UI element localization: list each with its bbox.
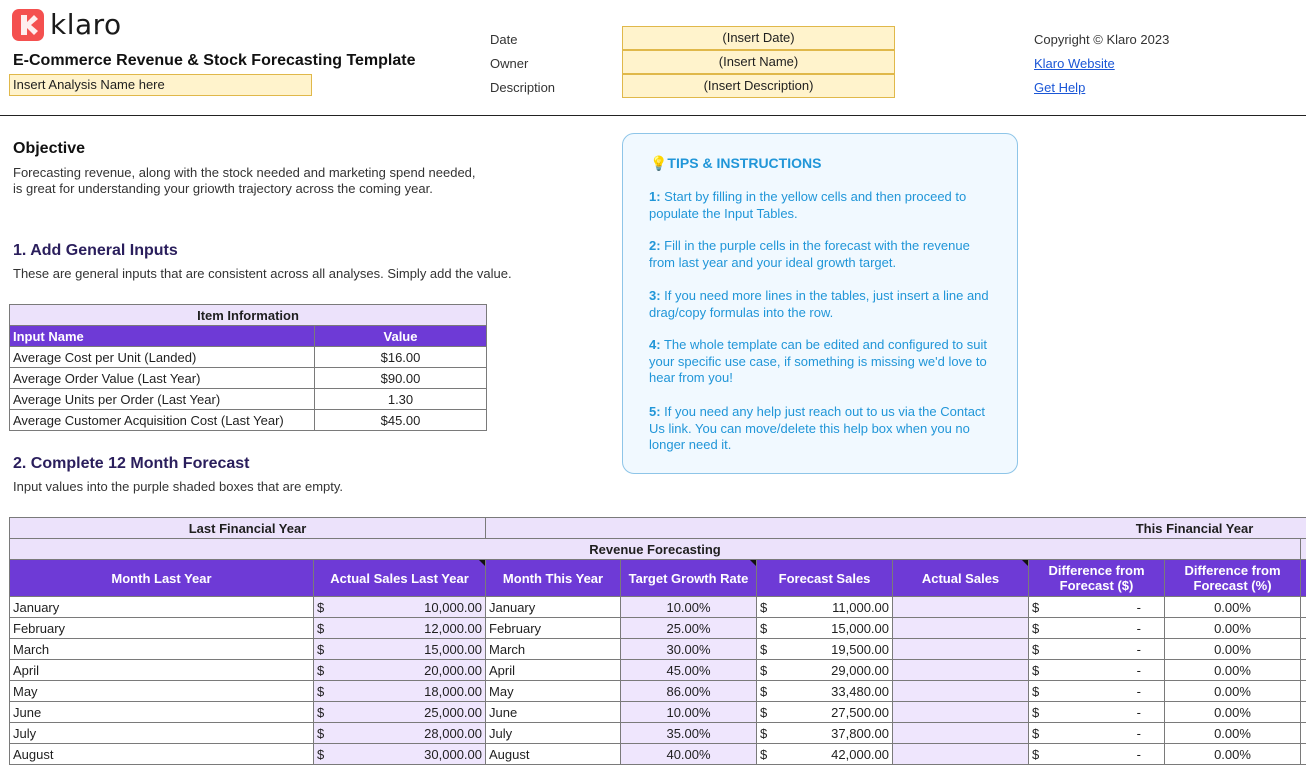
tip-item: 5: If you need any help just reach out to us via the Contact Us link. You can move/delete this help box when you no longer need it. bbox=[649, 404, 999, 454]
last-financial-year-header: Last Financial Year bbox=[10, 518, 486, 539]
actual-sales-cell[interactable] bbox=[893, 597, 1029, 618]
difference-percent-cell: 0.00% bbox=[1165, 618, 1301, 639]
owner-label: Owner bbox=[490, 56, 528, 71]
month-this-year-header: Month This Year bbox=[486, 560, 621, 597]
table-row bbox=[10, 618, 1306, 639]
forecast-sales-cell: $ 15,000.00 bbox=[757, 618, 893, 639]
table-row bbox=[10, 723, 1306, 744]
month-last-year-cell: January bbox=[10, 597, 314, 618]
forecast-sales-cell: $ 37,800.00 bbox=[757, 723, 893, 744]
difference-percent-cell: 0.00% bbox=[1165, 744, 1301, 765]
klaro-logo-icon bbox=[12, 9, 44, 41]
date-input[interactable]: (Insert Date) bbox=[622, 26, 895, 50]
target-growth-rate-cell[interactable]: 35.00% bbox=[621, 723, 757, 744]
tip-item: 1: Start by filling in the yellow cells and then proceed to populate the Input Tables. bbox=[649, 189, 999, 222]
difference-percent-cell: 0.00% bbox=[1165, 702, 1301, 723]
month-this-year-cell: August bbox=[486, 744, 621, 765]
month-this-year-cell: March bbox=[486, 639, 621, 660]
date-label: Date bbox=[490, 32, 517, 47]
value-cell[interactable]: $45.00 bbox=[315, 410, 487, 431]
difference-dollar-cell: $ - bbox=[1029, 597, 1165, 618]
table-row bbox=[10, 597, 1306, 618]
revenue-forecasting-header: Revenue Forecasting bbox=[10, 539, 1301, 560]
target-growth-rate-cell[interactable]: 25.00% bbox=[621, 618, 757, 639]
forecast-sales-cell: $ 19,500.00 bbox=[757, 639, 893, 660]
month-this-year-cell: May bbox=[486, 681, 621, 702]
table-row bbox=[10, 681, 1306, 702]
table-row bbox=[10, 410, 487, 431]
actual-sales-last-year-cell[interactable]: $ 28,000.00 bbox=[314, 723, 486, 744]
difference-dollar-cell: $ - bbox=[1029, 702, 1165, 723]
this-financial-year-header: This Financial Year bbox=[486, 518, 1306, 539]
forecast-table bbox=[9, 517, 1306, 765]
table-row bbox=[10, 744, 1306, 765]
target-growth-rate-cell[interactable]: 30.00% bbox=[621, 639, 757, 660]
tip-item: 3: If you need more lines in the tables, just insert a line and drag/copy formulas into the row. bbox=[649, 288, 999, 321]
difference-percent-cell: 0.00% bbox=[1165, 639, 1301, 660]
copyright-text: Copyright © Klaro 2023 bbox=[1034, 32, 1169, 47]
actual-sales-last-year-cell[interactable]: $ 15,000.00 bbox=[314, 639, 486, 660]
forecast-sales-header: Forecast Sales bbox=[757, 560, 893, 597]
month-this-year-cell: June bbox=[486, 702, 621, 723]
difference-dollar-cell: $ - bbox=[1029, 723, 1165, 744]
difference-dollar-cell: $ - bbox=[1029, 660, 1165, 681]
table-row bbox=[10, 389, 487, 410]
value-cell[interactable]: $90.00 bbox=[315, 368, 487, 389]
month-this-year-cell: July bbox=[486, 723, 621, 744]
table-row bbox=[10, 660, 1306, 681]
actual-sales-cell[interactable] bbox=[893, 681, 1029, 702]
input-name-cell: Average Units per Order (Last Year) bbox=[10, 389, 315, 410]
difference-dollar-cell: $ - bbox=[1029, 744, 1165, 765]
actual-sales-cell[interactable] bbox=[893, 702, 1029, 723]
logo-text: klaro bbox=[50, 9, 122, 41]
forecast-sales-cell: $ 33,480.00 bbox=[757, 681, 893, 702]
forecast-sales-cell: $ 11,000.00 bbox=[757, 597, 893, 618]
difference-percent-header: Difference from Forecast (%) bbox=[1165, 560, 1301, 597]
actual-sales-last-year-cell[interactable]: $ 20,000.00 bbox=[314, 660, 486, 681]
analysis-name-input[interactable]: Insert Analysis Name here bbox=[9, 74, 312, 96]
get-help-link[interactable]: Get Help bbox=[1034, 80, 1085, 95]
klaro-website-link[interactable]: Klaro Website bbox=[1034, 56, 1115, 71]
input-name-cell: Average Cost per Unit (Landed) bbox=[10, 347, 315, 368]
input-name-cell: Average Customer Acquisition Cost (Last Year) bbox=[10, 410, 315, 431]
item-table-caption: Item Information bbox=[10, 305, 487, 326]
section1-title: 1. Add General Inputs bbox=[13, 242, 178, 260]
actual-sales-last-year-cell[interactable]: $ 18,000.00 bbox=[314, 681, 486, 702]
target-growth-rate-cell[interactable]: 10.00% bbox=[621, 597, 757, 618]
value-cell[interactable]: 1.30 bbox=[315, 389, 487, 410]
month-last-year-cell: August bbox=[10, 744, 314, 765]
actual-sales-cell[interactable] bbox=[893, 744, 1029, 765]
owner-input[interactable]: (Insert Name) bbox=[622, 50, 895, 74]
month-this-year-cell: January bbox=[486, 597, 621, 618]
target-growth-rate-header: Target Growth Rate bbox=[621, 560, 757, 597]
actual-sales-last-year-cell[interactable]: $ 10,000.00 bbox=[314, 597, 486, 618]
difference-dollar-header: Difference from Forecast ($) bbox=[1029, 560, 1165, 597]
objective-title: Objective bbox=[13, 140, 85, 158]
month-this-year-cell: April bbox=[486, 660, 621, 681]
difference-percent-cell: 0.00% bbox=[1165, 660, 1301, 681]
month-last-year-header: Month Last Year bbox=[10, 560, 314, 597]
target-growth-rate-cell[interactable]: 10.00% bbox=[621, 702, 757, 723]
actual-sales-last-year-cell[interactable]: $ 12,000.00 bbox=[314, 618, 486, 639]
month-last-year-cell: July bbox=[10, 723, 314, 744]
value-header: Value bbox=[315, 326, 487, 347]
table-row bbox=[10, 702, 1306, 723]
forecast-sales-cell: $ 27,500.00 bbox=[757, 702, 893, 723]
actual-sales-last-year-cell[interactable]: $ 25,000.00 bbox=[314, 702, 486, 723]
item-information-table bbox=[9, 304, 487, 431]
input-name-cell: Average Order Value (Last Year) bbox=[10, 368, 315, 389]
header-divider bbox=[0, 115, 1306, 116]
objective-text: Forecasting revenue, along with the stock needed and marketing spend needed, is great for understanding your griowth trajectory across the coming year. bbox=[13, 165, 483, 197]
tips-title: 💡TIPS & INSTRUCTIONS bbox=[650, 155, 821, 172]
description-input[interactable]: (Insert Description) bbox=[622, 74, 895, 98]
difference-percent-cell: 0.00% bbox=[1165, 681, 1301, 702]
klaro-logo bbox=[12, 8, 122, 42]
target-growth-rate-cell[interactable]: 86.00% bbox=[621, 681, 757, 702]
template-title: E-Commerce Revenue & Stock Forecasting Template bbox=[13, 52, 416, 70]
difference-dollar-cell: $ - bbox=[1029, 618, 1165, 639]
actual-sales-last-year-header: Actual Sales Last Year bbox=[314, 560, 486, 597]
actual-sales-cell[interactable] bbox=[893, 723, 1029, 744]
month-last-year-cell: April bbox=[10, 660, 314, 681]
table-row bbox=[10, 347, 487, 368]
month-last-year-cell: March bbox=[10, 639, 314, 660]
month-last-year-cell: May bbox=[10, 681, 314, 702]
tip-item: 2: Fill in the purple cells in the forecast with the revenue from last year and your ideal growth target. bbox=[649, 238, 999, 271]
target-growth-rate-cell[interactable]: 40.00% bbox=[621, 744, 757, 765]
difference-percent-cell: 0.00% bbox=[1165, 723, 1301, 744]
difference-dollar-cell: $ - bbox=[1029, 639, 1165, 660]
actual-sales-header: Actual Sales bbox=[893, 560, 1029, 597]
actual-sales-cell[interactable] bbox=[893, 639, 1029, 660]
difference-percent-cell: 0.00% bbox=[1165, 597, 1301, 618]
table-row bbox=[10, 368, 487, 389]
actual-sales-last-year-cell[interactable]: $ 30,000.00 bbox=[314, 744, 486, 765]
table-row bbox=[10, 639, 1306, 660]
forecast-sales-cell: $ 42,000.00 bbox=[757, 744, 893, 765]
difference-dollar-cell: $ - bbox=[1029, 681, 1165, 702]
month-this-year-cell: February bbox=[486, 618, 621, 639]
target-growth-rate-cell[interactable]: 45.00% bbox=[621, 660, 757, 681]
section2-title: 2. Complete 12 Month Forecast bbox=[13, 455, 250, 473]
month-last-year-cell: February bbox=[10, 618, 314, 639]
section1-desc: These are general inputs that are consistent across all analyses. Simply add the value. bbox=[13, 266, 512, 281]
actual-sales-cell[interactable] bbox=[893, 618, 1029, 639]
input-name-header: Input Name bbox=[10, 326, 315, 347]
section2-desc: Input values into the purple shaded boxes that are empty. bbox=[13, 479, 343, 494]
value-cell[interactable]: $16.00 bbox=[315, 347, 487, 368]
description-label: Description bbox=[490, 80, 555, 95]
month-last-year-cell: June bbox=[10, 702, 314, 723]
actual-sales-cell[interactable] bbox=[893, 660, 1029, 681]
tip-item: 4: The whole template can be edited and configured to suit your specific use case, if something is missing we'd love to hear from you! bbox=[649, 337, 999, 387]
forecast-sales-cell: $ 29,000.00 bbox=[757, 660, 893, 681]
